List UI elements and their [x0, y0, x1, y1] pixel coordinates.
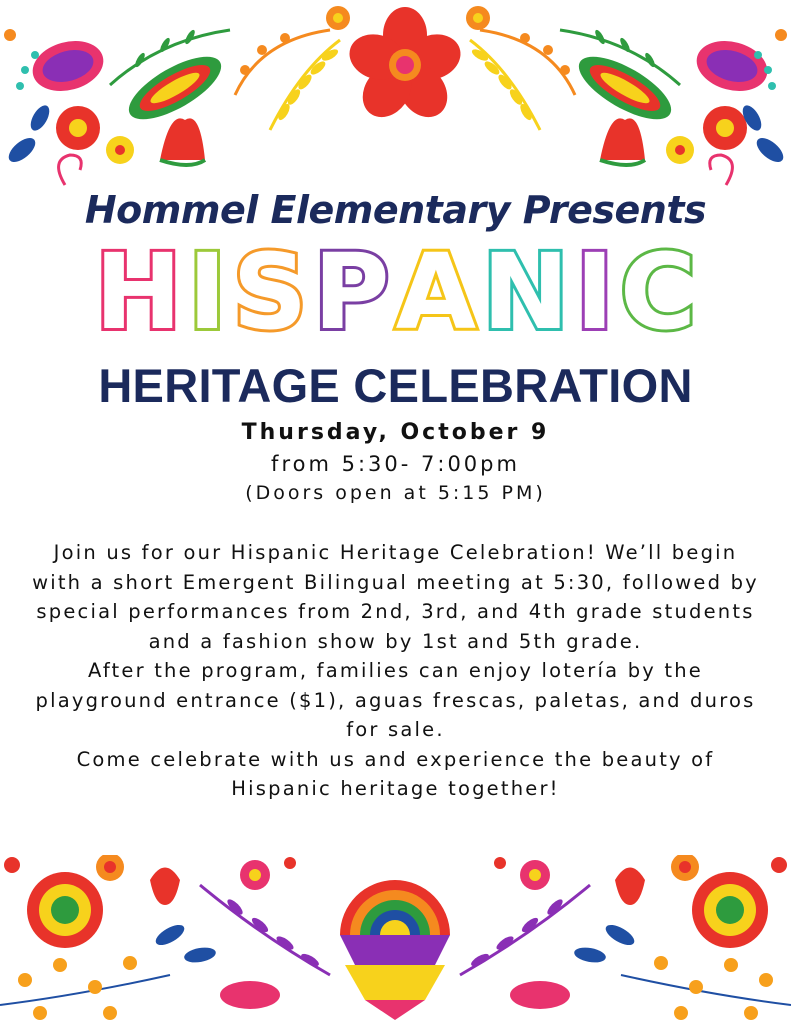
title-letter: P — [313, 231, 390, 353]
title-letter: N — [482, 231, 570, 353]
title-letter: H — [94, 231, 182, 353]
top-floral-border — [0, 0, 791, 195]
event-description — [30, 538, 761, 804]
bottom-floral-border — [0, 855, 791, 1024]
fan-flower-icon — [340, 880, 450, 1020]
title-letter: I — [575, 231, 614, 353]
description-paragraph: Come celebrate with us and experience the beauty of Hispanic heritage together! — [76, 747, 715, 800]
title-letter: C — [619, 231, 697, 353]
event-date: Thursday, October 9 — [241, 420, 550, 445]
center-flower-icon — [344, 7, 467, 127]
hispanic-title — [0, 231, 791, 353]
title-letter: A — [395, 231, 477, 353]
title-letter: I — [187, 231, 227, 353]
heritage-celebration-heading: HERITAGE CELEBRATION — [98, 359, 693, 412]
title-letter: S — [232, 231, 308, 353]
tulip-icon — [160, 118, 645, 165]
event-time: from 5:30- 7:00pm — [271, 452, 520, 476]
description-paragraph: Join us for our Hispanic Heritage Celebration! We’ll begin with a short Emergent Bilingual meeting at 5:30, followed by special performances from 2nd, 3rd, and 4th grade students and a fashion show by 1st and 5th grade. — [32, 541, 759, 653]
presents-heading: Hommel Elementary Presents — [84, 188, 707, 232]
description-paragraph: After the program, families can enjoy lotería by the playground entrance ($1), aguas frescas, paletas, and duros for sale. — [35, 659, 756, 741]
doors-open-time: (Doors open at 5:15 PM) — [245, 482, 546, 504]
